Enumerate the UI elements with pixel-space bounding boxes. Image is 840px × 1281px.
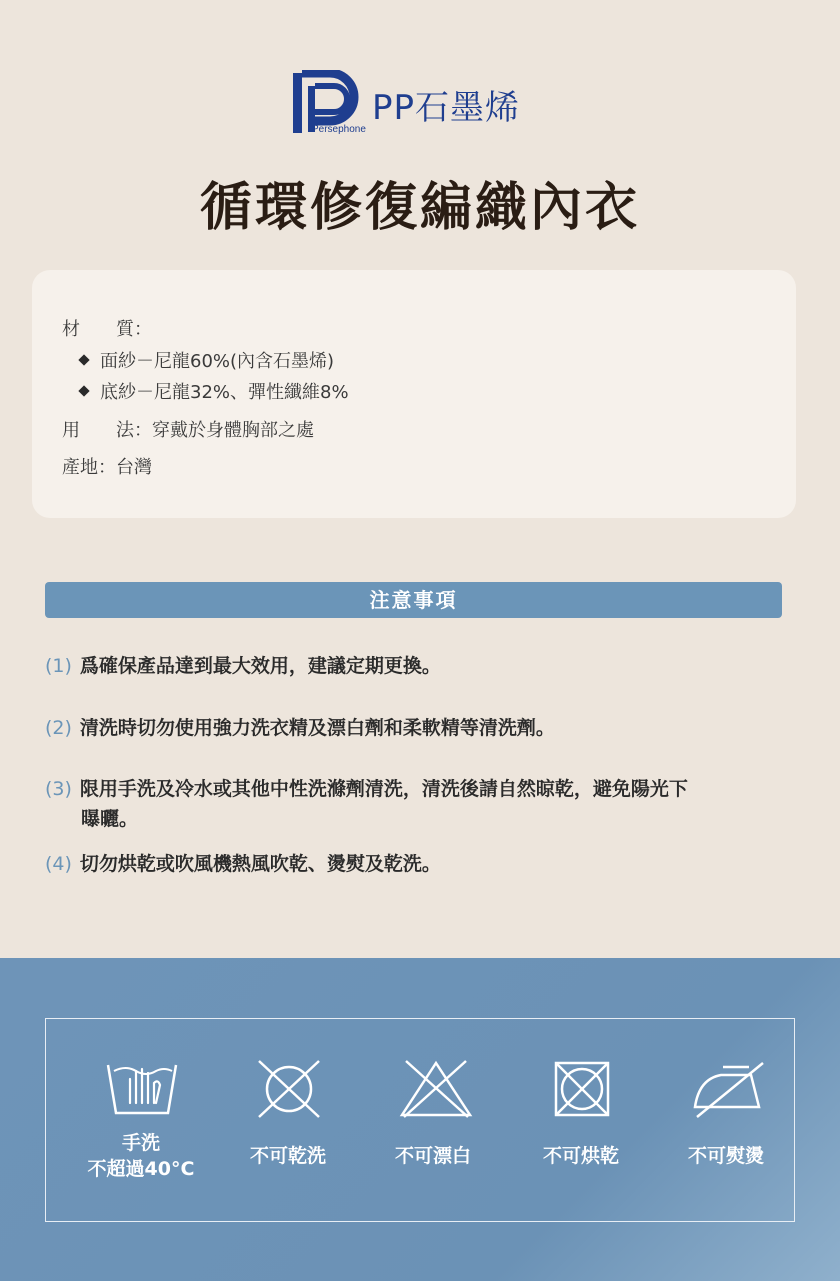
material-label: 材 質： bbox=[62, 319, 152, 340]
care-label: 不超過40°C bbox=[87, 1158, 195, 1180]
notice-text: 爲確保產品達到最大效用，建議定期更換。 bbox=[79, 655, 441, 677]
notice-text-continued: 曝曬。 bbox=[81, 808, 139, 830]
no-dry-clean-icon bbox=[253, 1057, 325, 1121]
no-tumble-dry-icon bbox=[546, 1057, 618, 1121]
care-label: 不可熨燙 bbox=[687, 1145, 764, 1167]
bullet-icon bbox=[78, 354, 89, 365]
page-title: 循環修復編織內衣 bbox=[199, 177, 640, 238]
bullet-icon bbox=[78, 385, 89, 396]
care-section bbox=[0, 958, 840, 1281]
care-no-bleach bbox=[368, 1019, 498, 1223]
notice-text: 清洗時切勿使用強力洗衣精及漂白劑和柔軟精等清洗劑。 bbox=[79, 717, 555, 739]
notice-item bbox=[45, 651, 785, 681]
care-hand-wash bbox=[76, 1019, 206, 1223]
notice-text: 限用手洗及冷水或其他中性洗滌劑清洗，清洗後請自然晾乾，避免陽光下 bbox=[79, 778, 688, 800]
material-inner-text: 底紗－尼龍32%、彈性纖維8% bbox=[100, 382, 349, 403]
no-bleach-icon bbox=[398, 1057, 474, 1121]
notice-number: (4) bbox=[45, 853, 72, 875]
brand-name: PP石墨烯 bbox=[372, 88, 521, 128]
brand-sub: Persephone bbox=[312, 124, 366, 135]
material-inner bbox=[80, 378, 349, 404]
notice-text: 切勿烘乾或吹風機熱風吹乾、燙熨及乾洗。 bbox=[79, 853, 441, 875]
origin-text: 產地：台灣 bbox=[62, 457, 152, 478]
no-iron-icon bbox=[691, 1057, 767, 1121]
notice-item bbox=[45, 774, 785, 834]
notice-number: (1) bbox=[45, 655, 72, 677]
care-label: 不可乾洗 bbox=[249, 1145, 326, 1167]
care-label: 不可漂白 bbox=[394, 1145, 471, 1167]
notice-number: (2) bbox=[45, 717, 72, 739]
care-label: 手洗 bbox=[121, 1132, 160, 1154]
notice-heading: 注意事項 bbox=[45, 582, 782, 618]
notice-item bbox=[45, 849, 785, 879]
notice-item bbox=[45, 713, 785, 743]
usage-text: 用 法：穿戴於身體胸部之處 bbox=[62, 420, 314, 441]
notice-number: (3) bbox=[45, 778, 72, 800]
brand-logo bbox=[290, 70, 550, 140]
care-no-tumble-dry bbox=[516, 1019, 646, 1223]
material-outer-text: 面紗－尼龍60%(內含石墨烯) bbox=[100, 351, 335, 372]
care-no-iron bbox=[661, 1019, 791, 1223]
care-box bbox=[45, 1018, 795, 1222]
material-outer bbox=[80, 347, 334, 373]
hand-wash-icon bbox=[106, 1057, 178, 1121]
care-label: 不可烘乾 bbox=[542, 1145, 619, 1167]
care-no-dry-clean bbox=[223, 1019, 353, 1223]
spec-card bbox=[32, 270, 796, 518]
